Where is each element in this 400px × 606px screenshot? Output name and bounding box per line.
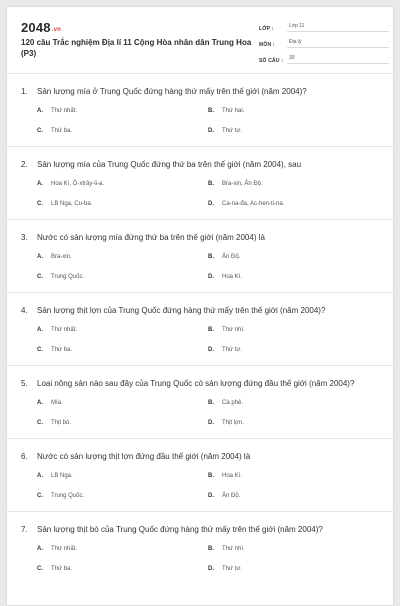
answer-option-d[interactable] [208, 271, 379, 283]
question-item [7, 292, 394, 365]
answer-option-b[interactable] [208, 105, 379, 117]
option-text: Thứ hai. [222, 108, 245, 114]
answer-option-a[interactable] [37, 105, 208, 117]
answer-options [21, 105, 379, 137]
meta-value: Lớp 11 [287, 23, 389, 32]
question-item [7, 73, 394, 146]
option-text: Thứ ba. [51, 128, 73, 134]
meta-value: Địa lý [287, 39, 389, 48]
question-item [7, 219, 394, 292]
answer-option-d[interactable] [208, 490, 379, 502]
question-number: 2. [21, 160, 28, 169]
option-letter: A. [37, 108, 43, 114]
option-text: Trung Quốc. [51, 274, 85, 280]
answer-option-b[interactable] [208, 470, 379, 482]
answer-options [21, 178, 379, 210]
question-text: Nước có sản lượng thịt lợn đứng đầu thế giới (năm 2004) là [37, 452, 251, 461]
option-letter: D. [208, 566, 214, 572]
option-text: Thứ nhất. [51, 546, 78, 552]
meta-label: SỐ CÂU : [259, 58, 284, 64]
option-text: Thịt lợn. [222, 420, 244, 426]
option-text: Thứ nhì. [222, 327, 245, 333]
option-text: Ca-na-đa, Ac-hen-ti-na. [222, 201, 285, 207]
option-letter: B. [208, 546, 214, 552]
option-letter: A. [37, 400, 43, 406]
answer-option-a[interactable] [37, 470, 208, 482]
answer-option-a[interactable] [37, 397, 208, 409]
answer-options [21, 397, 379, 429]
question-item [7, 438, 394, 511]
worksheet-page [6, 6, 394, 606]
answer-options [21, 470, 379, 502]
option-letter: D. [208, 274, 214, 280]
option-letter: A. [37, 254, 43, 260]
option-letter: B. [208, 181, 214, 187]
option-letter: C. [37, 493, 43, 499]
question-item [7, 365, 394, 438]
option-letter: D. [208, 201, 214, 207]
option-text: Thứ tư. [222, 128, 243, 134]
question-text: Sản lượng mía của Trung Quốc đứng thứ ba trên thế giới (năm 2004), sau [37, 160, 302, 169]
option-text: LB Nga. [51, 473, 73, 479]
question-list [7, 73, 394, 584]
option-letter: C. [37, 128, 43, 134]
option-letter: B. [208, 400, 214, 406]
site-logo[interactable] [21, 20, 61, 35]
option-letter: C. [37, 566, 43, 572]
option-letter: A. [37, 473, 43, 479]
answer-option-b[interactable] [208, 397, 379, 409]
question-number: 3. [21, 233, 28, 242]
option-text: Mía. [51, 400, 63, 406]
answer-option-a[interactable] [37, 543, 208, 555]
answer-option-d[interactable] [208, 563, 379, 575]
option-text: Trung Quốc. [51, 493, 85, 499]
question-item [7, 146, 394, 219]
answer-option-a[interactable] [37, 324, 208, 336]
answer-option-d[interactable] [208, 344, 379, 356]
answer-option-d[interactable] [208, 198, 379, 210]
question-number: 4. [21, 306, 28, 315]
worksheet-title: 120 câu Trắc nghiệm Địa lí 11 Cộng Hòa nhân dân Trung Hoa (P3) [21, 38, 252, 58]
option-letter: A. [37, 181, 43, 187]
answer-option-c[interactable] [37, 125, 208, 137]
answer-option-a[interactable] [37, 178, 208, 190]
question-text: Sản lượng mía ở Trung Quốc đứng hàng thứ mấy trên thế giới (năm 2004)? [37, 87, 307, 96]
option-text: Hoa Kì. [222, 473, 243, 479]
meta-value: 30 [287, 55, 389, 64]
question-number: 1. [21, 87, 28, 96]
worksheet-meta [259, 20, 389, 68]
option-letter: B. [208, 327, 214, 333]
answer-option-d[interactable] [208, 417, 379, 429]
option-letter: C. [37, 420, 43, 426]
option-text: Thịt bò. [51, 420, 72, 426]
answer-option-c[interactable] [37, 417, 208, 429]
answer-option-d[interactable] [208, 125, 379, 137]
option-letter: C. [37, 347, 43, 353]
answer-options [21, 324, 379, 356]
worksheet-header [7, 7, 393, 67]
option-letter: D. [208, 128, 214, 134]
option-text: Cà phê. [222, 400, 244, 406]
answer-option-b[interactable] [208, 178, 379, 190]
option-letter: A. [37, 546, 43, 552]
logo-suffix: .vn [51, 27, 62, 33]
option-text: Bra-xin. [51, 254, 72, 260]
answer-options [21, 543, 379, 575]
option-letter: B. [208, 473, 214, 479]
option-text: Thứ tư. [222, 347, 243, 353]
option-text: Ấn Độ. [222, 493, 241, 499]
answer-option-c[interactable] [37, 563, 208, 575]
answer-options [21, 251, 379, 283]
option-text: Thứ nhất. [51, 108, 78, 114]
answer-option-c[interactable] [37, 198, 208, 210]
answer-option-b[interactable] [208, 251, 379, 263]
logo-main: 2048 [21, 20, 51, 35]
option-text: LB Nga, Cu-ba. [51, 201, 93, 207]
option-text: Ấn Độ. [222, 254, 241, 260]
option-letter: C. [37, 274, 43, 280]
answer-option-c[interactable] [37, 490, 208, 502]
answer-option-c[interactable] [37, 271, 208, 283]
option-text: Thứ nhất. [51, 327, 78, 333]
question-number: 6. [21, 452, 28, 461]
option-letter: D. [208, 493, 214, 499]
answer-option-b[interactable] [208, 543, 379, 555]
meta-class [259, 20, 389, 32]
option-letter: C. [37, 201, 43, 207]
option-letter: A. [37, 327, 43, 333]
question-number: 5. [21, 379, 28, 388]
question-number: 7. [21, 525, 28, 534]
option-letter: B. [208, 108, 214, 114]
option-letter: D. [208, 420, 214, 426]
question-text: Sản lượng thịt bò của Trung Quốc đứng hàng thứ mấy trên thế giới (năm 2004)? [37, 525, 323, 534]
question-text: Loại nông sản nào sau đây của Trung Quốc có sản lượng đứng đầu thế giới (năm 2004)? [37, 379, 355, 388]
option-text: Hoa Kì. [222, 274, 243, 280]
question-item [7, 511, 394, 584]
answer-option-b[interactable] [208, 324, 379, 336]
meta-question-count [259, 52, 389, 64]
option-letter: B. [208, 254, 214, 260]
option-text: Thứ ba. [51, 566, 73, 572]
answer-option-a[interactable] [37, 251, 208, 263]
question-text: Nước có sản lượng mía đứng thứ ba trên thế giới (năm 2004) là [37, 233, 265, 242]
option-text: Thứ nhì. [222, 546, 245, 552]
option-text: Thứ tư. [222, 566, 243, 572]
option-letter: D. [208, 347, 214, 353]
option-text: Hoa Kì, Ô-xtrây-li-a. [51, 181, 105, 187]
meta-label: MÔN : [259, 42, 275, 48]
meta-label: LỚP : [259, 26, 274, 32]
option-text: Bra-xin, Ấn Độ. [222, 181, 263, 187]
option-text: Thứ ba. [51, 347, 73, 353]
meta-subject [259, 36, 389, 48]
question-text: Sản lượng thịt lợn của Trung Quốc đứng hàng thứ mấy trên thế giới (năm 2004)? [37, 306, 326, 315]
answer-option-c[interactable] [37, 344, 208, 356]
